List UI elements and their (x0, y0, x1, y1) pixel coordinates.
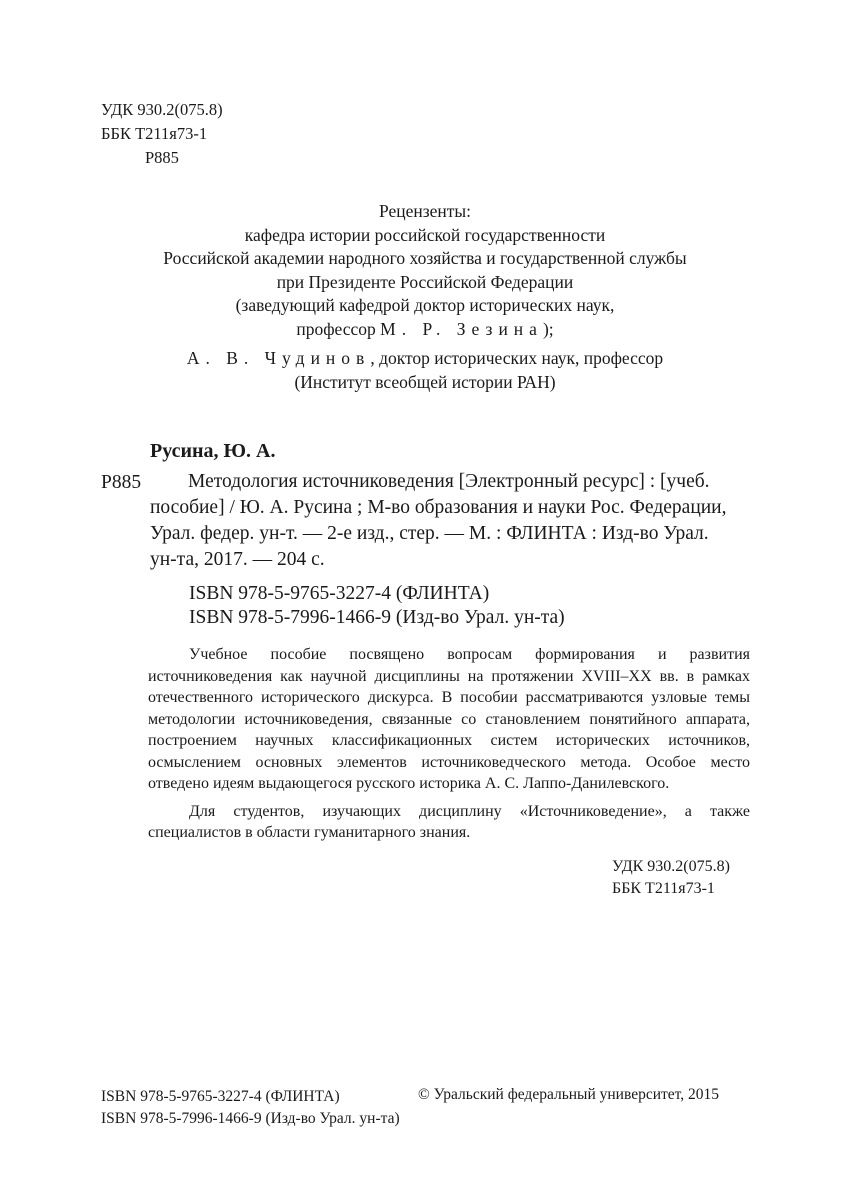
annotation (148, 644, 750, 844)
bbk-code: ББК Т211я73-1 (101, 124, 208, 143)
entry-isbn: ISBN 978-5-9765-3227-4 (ФЛИНТА) (189, 583, 490, 604)
udk-code: УДК 930.2(075.8) (101, 100, 223, 119)
cutter-code: Р885 (145, 148, 179, 167)
annotation-paragraph: Для студентов, изучающих дисциплину «Источниковедение», а также специалистов в области гуманитарного знания. (148, 802, 750, 841)
footer-isbn-block (101, 1086, 400, 1130)
biblio-line: ун-та, 2017. — 204 с. (150, 549, 325, 570)
biblio-line: пособие] / Ю. А. Русина ; М-во образования и науки Рос. Федерации, (150, 497, 727, 518)
udk-code: УДК 930.2(075.8) (612, 858, 730, 875)
reviewer-line-end: ); (542, 318, 554, 339)
bbk-code: ББК Т211я73-1 (612, 880, 715, 897)
reviewer-2-name: А. В. Чудинов (186, 348, 371, 368)
annotation-codes (612, 856, 730, 900)
reviewer-2-title: , доктор исторических наук, профессор (370, 348, 664, 368)
classification-codes (101, 98, 223, 170)
footer-isbn: ISBN 978-5-9765-3227-4 (ФЛИНТА) (101, 1088, 340, 1105)
copyright: © Уральский федеральный университет, 2015 (418, 1086, 720, 1103)
reviewer-line: при Президенте Российской Федерации (276, 271, 574, 292)
bibliographic-description (150, 469, 750, 573)
reviewer-name: М. Р. Зезина (380, 318, 543, 339)
reviewer-line (90, 318, 760, 342)
biblio-line: Урал. федер. ун-т. — 2-е изд., стер. — М. : ФЛИНТА : Изд-во Урал. (150, 523, 709, 544)
entry-isbn-block (189, 582, 565, 630)
entry-author: Русина, Ю. А. (150, 440, 276, 462)
reviewer-title: профессор (296, 318, 381, 339)
reviewers-heading: Рецензенты: (378, 201, 472, 221)
annotation-paragraph: Учебное пособие посвящено вопросам формирования и развития источниковедения как научной дисциплины на протяжении XVIII–XX вв. в рамках отечественного исторического дискурса. В пособии рассматриваются узловые темы методологии источниковедения, связанные со становлением понятийного аппарата, построением научных классификационных систем исторических источников, осмыслением основных элементов источниковедческого метода. Особое место отведено идеям выдающегося русского историка А. С. Лаппо-Данилевского. (148, 646, 750, 792)
entry-isbn: ISBN 978-5-7996-1466-9 (Изд-во Урал. ун-та) (189, 607, 565, 628)
reviewer-line: Российской академии народного хозяйства и государственной службы (163, 248, 687, 268)
reviewer-2-affiliation: (Институт всеобщей истории РАН) (294, 371, 556, 392)
reviewer-2 (90, 347, 760, 371)
reviewer-line: кафедра истории российской государственности (244, 224, 606, 245)
footer-isbn: ISBN 978-5-7996-1466-9 (Изд-во Урал. ун-та) (101, 1110, 400, 1127)
entry-cutter: Р885 (101, 472, 142, 493)
reviewer-line: (заведующий кафедрой доктор исторических наук, (235, 295, 615, 315)
biblio-line: Методология источниковедения [Электронный ресурс] : [учеб. (188, 471, 710, 492)
reviewers-block (90, 200, 760, 394)
